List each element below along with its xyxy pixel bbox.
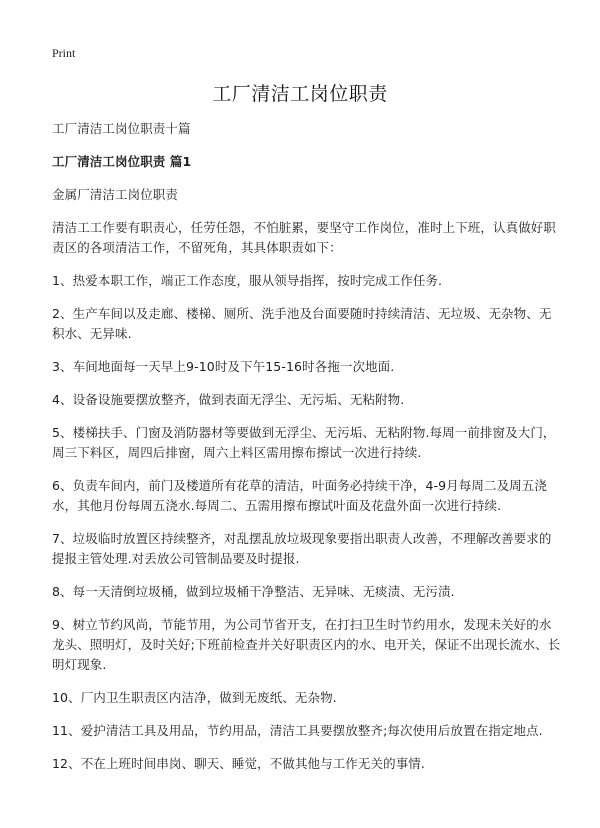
duty-item-7: 7、垃圾临时放置区持续整齐，对乱摆乱放垃圾现象要指出职责人改善，不理解改善要求的提报主管处理.对丢放公司管制品要及时提报. [52, 531, 552, 566]
duty-item-6: 6、负责车间内，前门及楼道所有花草的清洁，叶面务必持续干净，4-9月每周二及周五浇水，其他月份每周五浇水.每周二、五需用擦布擦试叶面及花盘外面一次进行持续. [52, 478, 547, 513]
document-title: 工厂清洁工岗位职责 [212, 83, 388, 105]
intro-paragraph: 清洁工工作要有职责心，任劳任怨，不怕脏累，要坚守工作岗位，准时上下班，认真做好职责区的各项清洁工作，不留死角，其具体职责如下： [52, 220, 557, 255]
duty-item-1: 1、热爱本职工作，端正工作态度，服从领导指挥，按时完成工作任务. [52, 273, 443, 288]
duty-item-9: 9、树立节约风尚，节能节用，为公司节省开支，在打扫卫生时节约用水，发现未关好的水龙头、照明灯，及时关好;下班前检查并关好职责区内的水、电开关，保证不出现长流水、长明灯现象. [52, 617, 561, 672]
duty-item-4: 4、设备设施要摆放整齐，做到表面无浮尘、无污垢、无粘附物. [52, 392, 405, 407]
duty-item-2: 2、生产车间以及走廊、楼梯、厕所、洗手池及台面要随时持续清洁、无垃圾、无杂物、无积水、无异味. [52, 306, 552, 341]
duty-item-8: 8、每一天清倒垃圾桶，做到垃圾桶干净整洁、无异味、无痰渍、无污渍. [52, 584, 455, 599]
print-label: Print [52, 46, 76, 60]
document-subtitle: 工厂清洁工岗位职责十篇 [52, 121, 191, 136]
duty-item-12: 12、不在上班时间串岗、聊天、睡觉，不做其他与工作无关的事情. [52, 756, 425, 771]
duty-item-10: 10、厂内卫生职责区内洁净，做到无废纸、无杂物. [52, 690, 337, 705]
duty-item-11: 11、爱护清洁工具及用品，节约用品，清洁工具要摆放整齐;每次使用后放置在指定地点. [52, 723, 543, 738]
duty-item-3: 3、车间地面每一天早上9-10时及下午15-16时各拖一次地面. [52, 359, 395, 374]
duty-item-5: 5、楼梯扶手、门窗及消防器材等要做到无浮尘、无污垢、无粘附物.每周一前排窗及大门，周三下料区，周四后排窗，周六上料区需用擦布擦试一次进行持续. [52, 425, 556, 460]
section-subheading: 金属厂清洁工岗位职责 [52, 187, 179, 202]
section-heading: 工厂清洁工岗位职责 篇1 [52, 154, 192, 169]
document-content [52, 119, 562, 787]
